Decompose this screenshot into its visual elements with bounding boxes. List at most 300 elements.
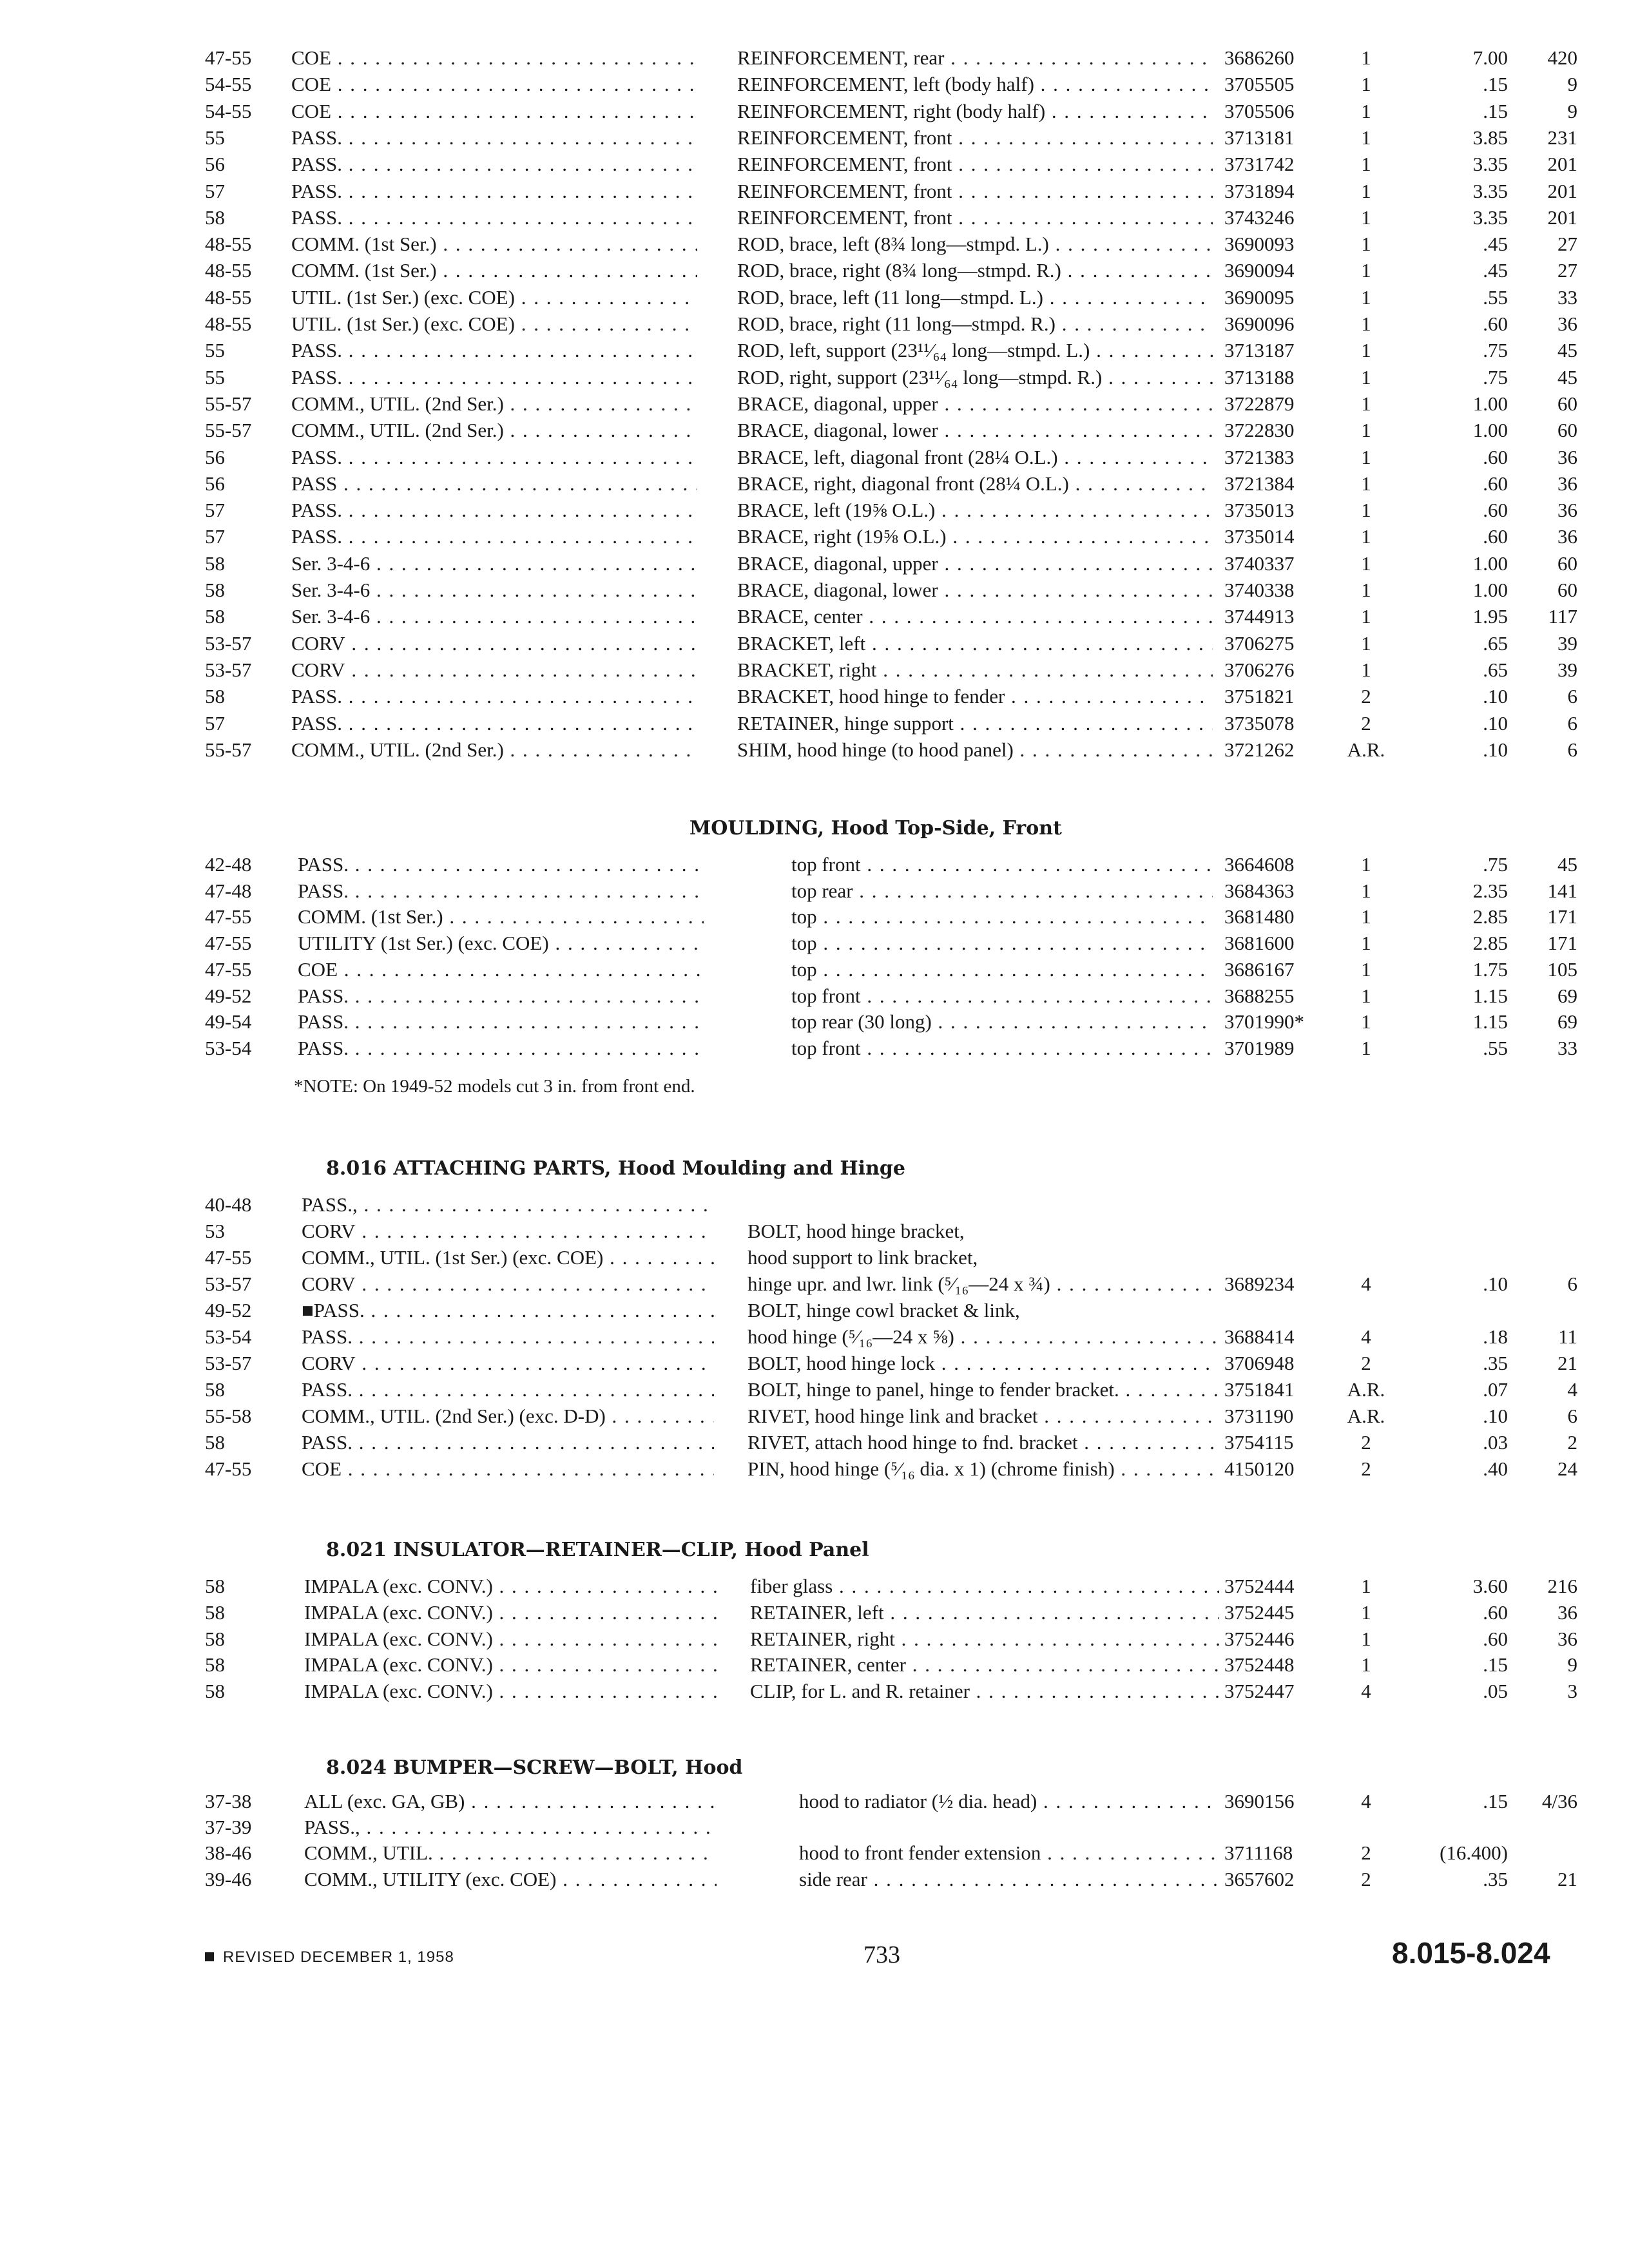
part-number-cell: 3690096 <box>1224 312 1295 335</box>
model-cell-text: IMPALA (exc. CONV.) . . . <box>304 1573 717 1599</box>
table-row <box>0 737 1629 763</box>
quantity-cell: 1 <box>1361 579 1371 601</box>
description-cell-text: ROD, brace, right (8¾ long—stmpd. R.) . . . <box>737 258 1213 284</box>
model-cell-text: CORV . . . <box>291 657 697 683</box>
part-number-cell: 3690095 <box>1224 285 1295 309</box>
price-cell: (16.400) <box>1440 1841 1508 1865</box>
table-row <box>0 99 1629 124</box>
year-cell: 58 <box>205 1680 225 1703</box>
description-cell-text: BRACE, left, diagonal front (28¼ O.L.) . . . <box>737 445 1213 470</box>
price-cell: 2.85 <box>1472 932 1508 955</box>
description-cell-text: fiber glass . . . <box>750 1573 1219 1599</box>
part-number-cell: 3744913 <box>1224 605 1295 628</box>
weight-cell: 201 <box>1547 179 1577 202</box>
table-row <box>0 1271 1629 1297</box>
part-number-cell: 3722879 <box>1224 392 1295 415</box>
description-cell-text: hood to front fender extension . . . <box>799 1840 1219 1866</box>
weight-cell: 3 <box>1567 1680 1577 1703</box>
weight-cell: 33 <box>1557 1036 1577 1059</box>
quantity-cell: 1 <box>1361 525 1371 548</box>
price-cell: 1.00 <box>1472 579 1508 601</box>
page-number: 733 <box>863 1941 900 1968</box>
year-cell: 48-55 <box>205 285 252 309</box>
price-cell: .60 <box>1483 445 1508 468</box>
part-number-cell: 3713187 <box>1224 339 1295 362</box>
table-row <box>0 1814 1629 1840</box>
part-number-cell: 3706948 <box>1224 1352 1295 1374</box>
quantity-cell: 1 <box>1361 206 1371 229</box>
model-cell-text: PASS., . . . <box>304 1814 717 1840</box>
table-row <box>0 1218 1629 1244</box>
year-cell: 58 <box>205 1653 225 1677</box>
price-cell: 3.35 <box>1472 153 1508 176</box>
model-cell-text: UTILITY (1st Ser.) (exc. COE) . . . <box>298 930 704 956</box>
table-row <box>0 1403 1629 1429</box>
description-cell-text: top front . . . <box>791 983 1213 1009</box>
model-cell <box>291 737 697 769</box>
price-cell: .10 <box>1483 711 1508 735</box>
year-cell: 58 <box>205 579 225 601</box>
model-cell-text: Ser. 3-4-6 . . . <box>291 577 697 603</box>
model-cell-text: COMM., UTIL. (2nd Ser.) . . . <box>291 737 697 763</box>
table-row <box>0 1350 1629 1376</box>
part-number-cell: 3721262 <box>1224 738 1295 761</box>
table-row <box>0 1430 1629 1456</box>
year-cell: 55-58 <box>205 1405 252 1427</box>
year-cell: 49-54 <box>205 1010 252 1033</box>
model-cell-text: CORV . . . <box>302 1271 714 1297</box>
part-number-cell: 3711168 <box>1224 1841 1293 1865</box>
quantity-cell: 1 <box>1361 879 1371 902</box>
description-cell <box>799 1867 1219 1899</box>
part-number-cell: 3686260 <box>1224 46 1295 69</box>
year-cell: 37-38 <box>205 1790 252 1812</box>
price-cell: .10 <box>1483 738 1508 761</box>
table-row <box>0 711 1629 736</box>
year-cell: 47-55 <box>205 957 252 981</box>
weight-cell: 6 <box>1567 711 1577 735</box>
model-cell-text: CORV . . . <box>291 631 697 657</box>
weight-cell: 4/36 <box>1541 1790 1577 1812</box>
part-number-cell: 3706276 <box>1224 658 1295 681</box>
price-cell: 2.85 <box>1472 905 1508 928</box>
quantity-cell: 1 <box>1361 472 1371 495</box>
table-row <box>0 311 1629 337</box>
quantity-cell: 1 <box>1361 552 1371 575</box>
year-cell: 58 <box>205 605 225 628</box>
table-row <box>0 1678 1629 1704</box>
description-cell-text: CLIP, for L. and R. retainer . . . <box>750 1678 1219 1704</box>
part-number-cell: 3731190 <box>1224 1405 1294 1427</box>
quantity-cell: 2 <box>1361 1431 1371 1454</box>
description-cell-text: hood to radiator (½ dia. head) . . . <box>799 1789 1219 1814</box>
description-cell-text: ROD, brace, right (11 long—stmpd. R.) . . . <box>737 311 1213 337</box>
part-number-cell: 3686167 <box>1224 957 1295 981</box>
year-cell: 55-57 <box>205 392 252 415</box>
year-cell: 57 <box>205 711 225 735</box>
description-cell-text: REINFORCEMENT, rear . . . <box>737 45 1213 71</box>
weight-cell: 36 <box>1557 472 1577 495</box>
year-cell: 37-39 <box>205 1816 252 1839</box>
price-cell: 2.35 <box>1472 879 1508 902</box>
weight-cell: 27 <box>1557 259 1577 282</box>
price-cell: .60 <box>1483 472 1508 495</box>
section-heading-8-024: 8.024 BUMPER—SCREW—BOLT, Hood <box>326 1756 743 1779</box>
year-cell: 49-52 <box>205 984 252 1007</box>
quantity-cell: 1 <box>1361 984 1371 1007</box>
table-row <box>0 178 1629 204</box>
weight-cell: 4 <box>1567 1378 1577 1401</box>
part-number-cell: 3740338 <box>1224 579 1295 601</box>
quantity-cell: 1 <box>1361 605 1371 628</box>
year-cell: 57 <box>205 179 225 202</box>
year-cell: 55-57 <box>205 738 252 761</box>
quantity-cell: 1 <box>1361 1627 1371 1650</box>
price-cell: 3.35 <box>1472 179 1508 202</box>
model-cell-text: Ser. 3-4-6 . . . <box>291 604 697 629</box>
quantity-cell: A.R. <box>1347 1405 1385 1427</box>
description-cell-text: BOLT, hinge to panel, hinge to fender bracket. . . . <box>747 1377 1218 1403</box>
weight-cell: 69 <box>1557 1010 1577 1033</box>
quantity-cell: 1 <box>1361 445 1371 468</box>
quantity-cell: 1 <box>1361 126 1371 149</box>
year-cell: 47-55 <box>205 905 252 928</box>
quantity-cell: A.R. <box>1347 1378 1385 1401</box>
part-number-cell: 3743246 <box>1224 206 1295 229</box>
description-cell-text: REINFORCEMENT, front . . . <box>737 151 1213 177</box>
quantity-cell: 1 <box>1361 658 1371 681</box>
quantity-cell: 1 <box>1361 179 1371 202</box>
weight-cell: 9 <box>1567 1653 1577 1677</box>
description-cell-text: PIN, hood hinge (⁵⁄₁₆ dia. x 1) (chrome finish) . . . <box>747 1456 1218 1482</box>
price-cell: .18 <box>1483 1325 1508 1348</box>
price-cell: .40 <box>1483 1457 1508 1480</box>
part-number-cell: 3681480 <box>1224 905 1295 928</box>
weight-cell: 2 <box>1567 1431 1577 1454</box>
model-cell-text: ALL (exc. GA, GB) . . . <box>304 1789 717 1814</box>
weight-cell: 216 <box>1547 1575 1577 1597</box>
quantity-cell: 4 <box>1361 1680 1371 1703</box>
model-cell <box>302 1456 714 1488</box>
description-cell-text: REINFORCEMENT, front . . . <box>737 125 1213 151</box>
weight-cell: 69 <box>1557 984 1577 1007</box>
year-cell: 58 <box>205 206 225 229</box>
year-cell: 58 <box>205 685 225 708</box>
table-row <box>0 258 1629 284</box>
table-row <box>0 684 1629 709</box>
table-row <box>0 524 1629 550</box>
table-row <box>0 1298 1629 1323</box>
weight-cell: 6 <box>1567 1405 1577 1427</box>
price-cell: .15 <box>1483 1653 1508 1677</box>
description-cell-text: RIVET, hood hinge link and bracket . . . <box>747 1403 1218 1429</box>
weight-cell: 11 <box>1558 1325 1577 1348</box>
quantity-cell: 1 <box>1361 285 1371 309</box>
part-number-cell: 3752444 <box>1224 1575 1295 1597</box>
description-cell-text: top rear . . . <box>791 878 1213 904</box>
part-number-cell: 3705505 <box>1224 73 1295 96</box>
model-cell-text: PASS. . . . <box>291 524 697 550</box>
weight-cell: 45 <box>1557 853 1577 876</box>
table-row <box>0 1009 1629 1035</box>
weight-cell: 117 <box>1548 605 1577 628</box>
model-cell-text: COMM., UTILITY (exc. COE) . . . <box>304 1867 717 1892</box>
table-row <box>0 231 1629 257</box>
year-cell: 53-57 <box>205 658 252 681</box>
description-cell-text: top . . . <box>791 904 1213 930</box>
part-number-cell: 3701989 <box>1224 1036 1295 1059</box>
description-cell-text: RETAINER, right . . . <box>750 1626 1219 1652</box>
part-number-cell: 3731742 <box>1224 153 1295 176</box>
year-cell: 56 <box>205 153 225 176</box>
year-cell: 55-57 <box>205 419 252 442</box>
price-cell: .60 <box>1483 525 1508 548</box>
part-number-cell: 3752448 <box>1224 1653 1295 1677</box>
model-cell-text: PASS. . . . <box>291 711 697 736</box>
table-row <box>0 45 1629 71</box>
year-cell: 58 <box>205 552 225 575</box>
year-cell: 49-52 <box>205 1299 252 1321</box>
quantity-cell: 1 <box>1361 1575 1371 1597</box>
year-cell: 47-48 <box>205 879 252 902</box>
weight-cell: 36 <box>1557 525 1577 548</box>
table-row <box>0 1377 1629 1403</box>
table-row <box>0 338 1629 363</box>
quantity-cell: 1 <box>1361 46 1371 69</box>
model-cell-text: PASS. . . . <box>291 151 697 177</box>
quantity-cell: 1 <box>1361 631 1371 655</box>
description-cell-text: top rear (30 long) . . . <box>791 1009 1213 1035</box>
year-cell: 55 <box>205 365 225 389</box>
table-row <box>0 957 1629 983</box>
table-row <box>0 852 1629 878</box>
table-row <box>0 125 1629 151</box>
weight-cell: 201 <box>1547 206 1577 229</box>
model-cell-text: PASS. . . . <box>291 178 697 204</box>
quantity-cell: 1 <box>1361 499 1371 522</box>
year-cell: 58 <box>205 1431 225 1454</box>
part-number-cell: 3751841 <box>1224 1378 1295 1401</box>
section-heading-moulding: MOULDING, Hood Top-Side, Front <box>689 817 1062 840</box>
table-row <box>0 205 1629 231</box>
table-row <box>0 657 1629 683</box>
quantity-cell: 1 <box>1361 957 1371 981</box>
part-number-cell: 3721384 <box>1224 472 1295 495</box>
description-cell-text: ROD, right, support (23¹¹⁄₆₄ long—stmpd. R.) . . . <box>737 365 1213 390</box>
weight-cell: 6 <box>1567 1273 1577 1295</box>
model-cell-text: IMPALA (exc. CONV.) . . . <box>304 1678 717 1704</box>
table-row <box>0 878 1629 904</box>
model-cell-text: COMM. (1st Ser.) . . . <box>291 258 697 284</box>
table-row <box>0 391 1629 417</box>
table-row <box>0 1573 1629 1599</box>
quantity-cell: 2 <box>1361 685 1371 708</box>
part-number-cell: 3688414 <box>1224 1325 1295 1348</box>
table-row <box>0 904 1629 930</box>
quantity-cell: 1 <box>1361 153 1371 176</box>
description-cell-text: RETAINER, left . . . <box>750 1600 1219 1626</box>
weight-cell: 420 <box>1547 46 1577 69</box>
part-number-cell: 3689234 <box>1224 1273 1295 1295</box>
weight-cell: 36 <box>1557 499 1577 522</box>
model-cell-text: PASS. . . . <box>298 878 704 904</box>
description-cell-text: RIVET, attach hood hinge to fnd. bracket . . . <box>747 1430 1218 1456</box>
year-cell: 38-46 <box>205 1841 252 1865</box>
description-cell-text: BOLT, hood hinge lock . . . <box>747 1350 1218 1376</box>
table-row <box>0 1789 1629 1814</box>
model-cell-text: Ser. 3-4-6 . . . <box>291 551 697 577</box>
table-row <box>0 445 1629 470</box>
model-cell-text: COE . . . <box>291 99 697 124</box>
price-cell: .03 <box>1483 1431 1508 1454</box>
year-cell: 53-57 <box>205 1352 252 1374</box>
weight-cell: 45 <box>1557 339 1577 362</box>
description-cell-text: BRACE, diagonal, upper . . . <box>737 551 1213 577</box>
price-cell: 1.00 <box>1472 552 1508 575</box>
year-cell: 58 <box>205 1627 225 1650</box>
table-row <box>0 151 1629 177</box>
weight-cell: 9 <box>1567 99 1577 122</box>
year-cell: 57 <box>205 525 225 548</box>
weight-cell: 36 <box>1557 1600 1577 1624</box>
table-row <box>0 1867 1629 1892</box>
table-row <box>0 285 1629 311</box>
year-cell: 58 <box>205 1575 225 1597</box>
part-number-cell: 3690156 <box>1224 1790 1295 1812</box>
model-cell-text: COE . . . <box>298 957 704 983</box>
table-row <box>0 1456 1629 1482</box>
description-cell-text: BRACE, right, diagonal front (28¼ O.L.) . . . <box>737 471 1213 497</box>
price-cell: .60 <box>1483 499 1508 522</box>
part-number-cell: 3735014 <box>1224 525 1295 548</box>
description-cell-text: REINFORCEMENT, right (body half) . . . <box>737 99 1213 124</box>
part-number-cell: 3701990* <box>1224 1010 1304 1033</box>
description-cell-text: REINFORCEMENT, left (body half) . . . <box>737 72 1213 97</box>
table-row <box>0 418 1629 443</box>
model-cell-text: PASS. . . . <box>298 1035 704 1061</box>
description-cell-text: top . . . <box>791 930 1213 956</box>
year-cell: 47-55 <box>205 46 252 69</box>
model-cell-text: COMM., UTIL. (2nd Ser.) . . . <box>291 391 697 417</box>
part-number-cell: 3713181 <box>1224 126 1295 149</box>
part-number-cell: 3752447 <box>1224 1680 1295 1703</box>
table-row <box>0 1192 1629 1218</box>
description-cell-text: BRACE, right (19⅝ O.L.) . . . <box>737 524 1213 550</box>
quantity-cell: 1 <box>1361 853 1371 876</box>
part-number-cell: 3706275 <box>1224 631 1295 655</box>
model-cell-text: PASS. . . . <box>291 338 697 363</box>
description-cell-text: side rear . . . <box>799 1867 1219 1892</box>
revision-note <box>205 1948 454 1966</box>
weight-cell: 171 <box>1547 932 1577 955</box>
price-cell: 3.60 <box>1472 1575 1508 1597</box>
quantity-cell: A.R. <box>1347 738 1385 761</box>
model-cell-text: ■PASS. . . . <box>302 1298 714 1323</box>
year-cell: 42-48 <box>205 853 252 876</box>
price-cell: 7.00 <box>1472 46 1508 69</box>
year-cell: 58 <box>205 1600 225 1624</box>
weight-cell: 39 <box>1557 658 1577 681</box>
price-cell: 1.15 <box>1472 984 1508 1007</box>
price-cell: .35 <box>1483 1867 1508 1890</box>
part-number-cell: 3754115 <box>1224 1431 1294 1454</box>
quantity-cell: 2 <box>1361 711 1371 735</box>
weight-cell: 45 <box>1557 365 1577 389</box>
model-cell-text: CORV . . . <box>302 1218 714 1244</box>
model-cell-text: PASS. . . . <box>298 983 704 1009</box>
description-cell-text: ROD, left, support (23¹¹⁄₆₄ long—stmpd. L.) . . . <box>737 338 1213 363</box>
table-row <box>0 1600 1629 1626</box>
weight-cell: 21 <box>1557 1352 1577 1374</box>
description-cell-text: RETAINER, hinge support . . . <box>737 711 1213 736</box>
price-cell: 3.35 <box>1472 206 1508 229</box>
price-cell: .45 <box>1483 233 1508 256</box>
description-cell-text: top front . . . <box>791 1035 1213 1061</box>
model-cell-text: PASS. . . . <box>291 205 697 231</box>
table-row <box>0 930 1629 956</box>
table-row <box>0 72 1629 97</box>
part-number-cell: 3664608 <box>1224 853 1295 876</box>
quantity-cell: 1 <box>1361 1010 1371 1033</box>
description-cell-text: BRACE, center . . . <box>737 604 1213 629</box>
quantity-cell: 2 <box>1361 1352 1371 1374</box>
year-cell: 53 <box>205 1220 225 1242</box>
description-cell-text: ROD, brace, left (11 long—stmpd. L.) . . . <box>737 285 1213 311</box>
year-cell: 54-55 <box>205 99 252 122</box>
year-cell: 55 <box>205 339 225 362</box>
section-range: 8.015-8.024 <box>1392 1936 1550 1970</box>
part-number-cell: 3735078 <box>1224 711 1295 735</box>
weight-cell: 6 <box>1567 685 1577 708</box>
weight-cell: 33 <box>1557 285 1577 309</box>
price-cell: .10 <box>1483 1273 1508 1295</box>
year-cell: 47-55 <box>205 1246 252 1269</box>
weight-cell: 60 <box>1557 552 1577 575</box>
table-row <box>0 1245 1629 1271</box>
year-cell: 39-46 <box>205 1867 252 1890</box>
model-cell-text: UTIL. (1st Ser.) (exc. COE) . . . <box>291 285 697 311</box>
price-cell: .05 <box>1483 1680 1508 1703</box>
model-cell <box>298 1035 704 1068</box>
description-cell-text: BRACE, diagonal, lower . . . <box>737 418 1213 443</box>
part-number-cell: 3731894 <box>1224 179 1295 202</box>
table-row <box>0 1652 1629 1678</box>
price-cell: 1.15 <box>1472 1010 1508 1033</box>
quantity-cell: 2 <box>1361 1457 1371 1480</box>
year-cell: 48-55 <box>205 259 252 282</box>
model-cell <box>304 1867 717 1899</box>
quantity-cell: 1 <box>1361 99 1371 122</box>
model-cell-text: COMM., UTIL. . . . <box>304 1840 717 1866</box>
weight-cell: 171 <box>1547 905 1577 928</box>
weight-cell: 27 <box>1557 233 1577 256</box>
weight-cell: 60 <box>1557 579 1577 601</box>
table-row <box>0 983 1629 1009</box>
table-row <box>0 1840 1629 1866</box>
table-row <box>0 471 1629 497</box>
weight-cell: 36 <box>1557 312 1577 335</box>
model-cell-text: PASS. . . . <box>291 684 697 709</box>
quantity-cell: 1 <box>1361 259 1371 282</box>
year-cell: 56 <box>205 472 225 495</box>
part-number-cell: 3705506 <box>1224 99 1295 122</box>
description-cell-text: REINFORCEMENT, front . . . <box>737 178 1213 204</box>
price-cell: .10 <box>1483 685 1508 708</box>
price-cell: .60 <box>1483 312 1508 335</box>
year-cell: 58 <box>205 1378 225 1401</box>
price-cell: 1.75 <box>1472 957 1508 981</box>
price-cell: .35 <box>1483 1352 1508 1374</box>
